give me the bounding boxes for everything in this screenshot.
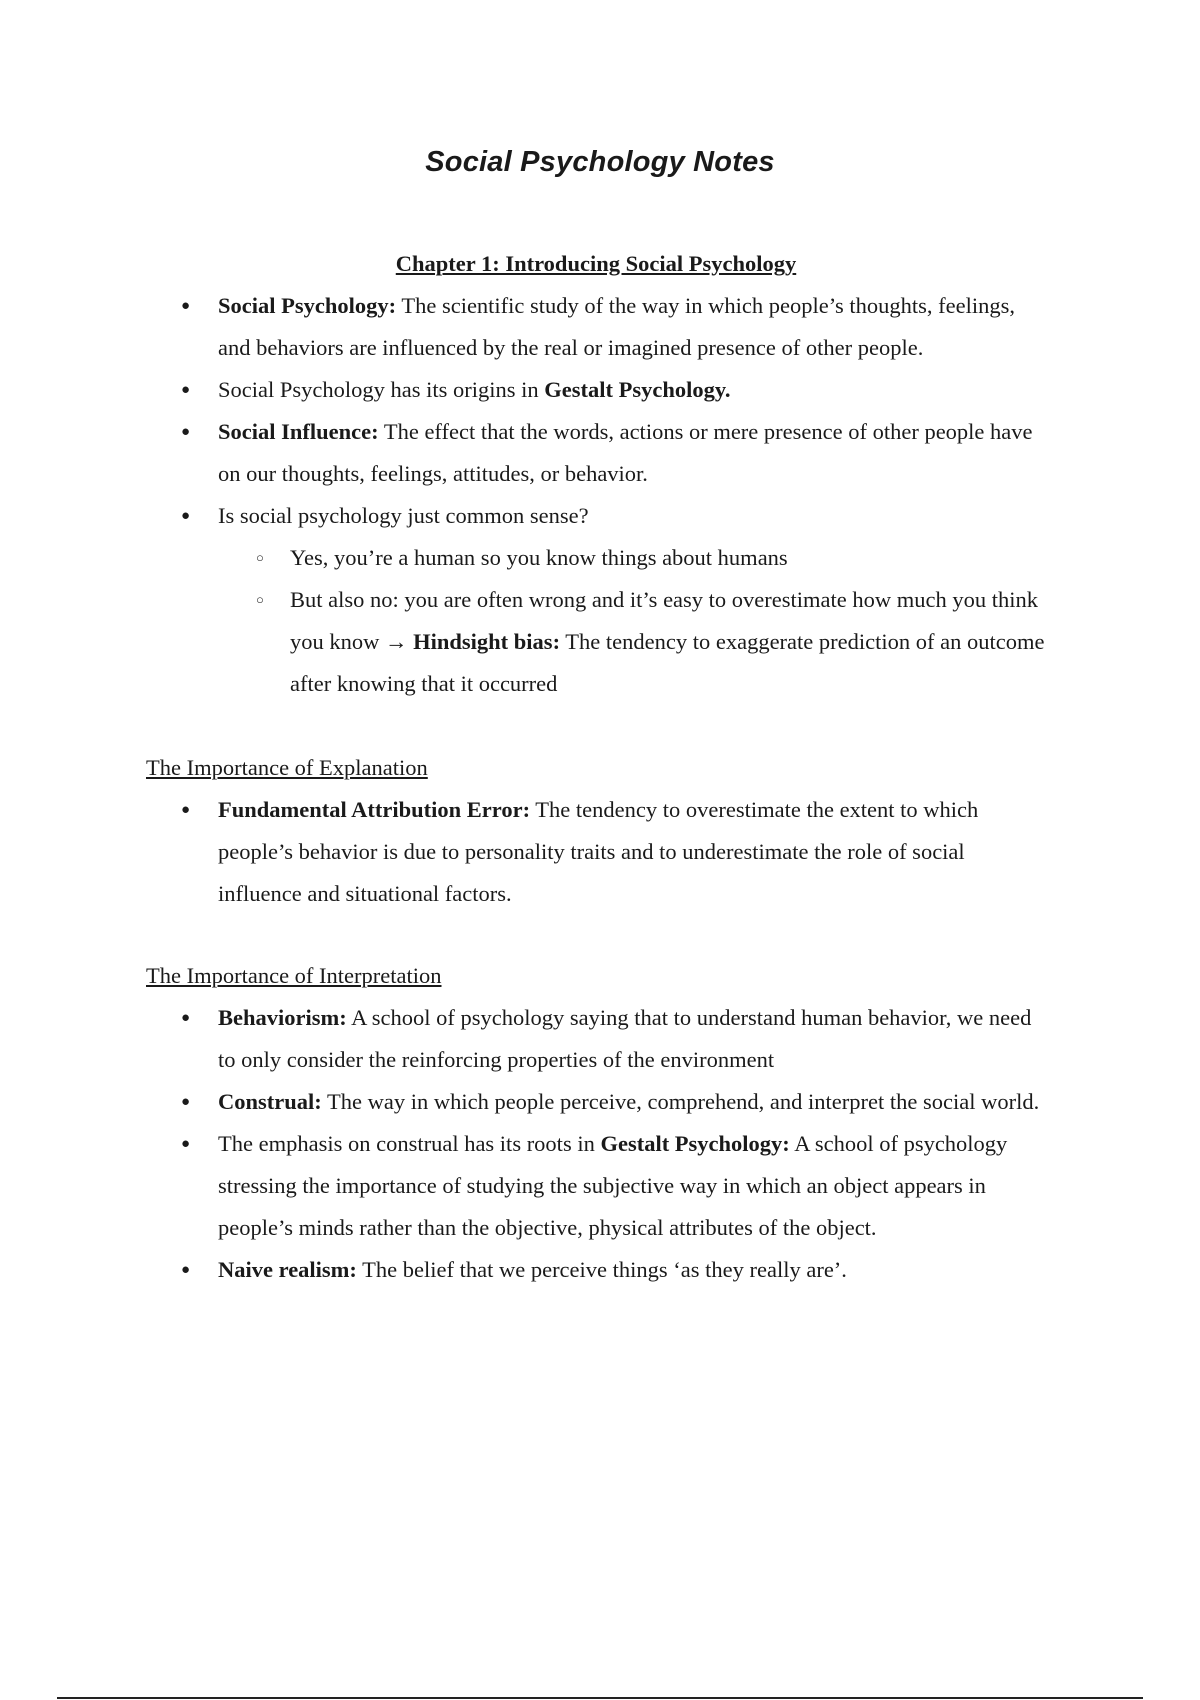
list-item <box>146 997 1046 1081</box>
list-text: Social Psychology has its origins in <box>218 377 545 402</box>
list-text: But also no: you are often wrong and it’s easy to overestimate how much you think you know → <box>290 587 1038 654</box>
list-item <box>146 1123 1046 1249</box>
term: Fundamental Attribution Error: <box>218 797 531 822</box>
term: Construal: <box>218 1089 322 1114</box>
term: Hindsight bias: <box>413 629 561 654</box>
definition: A school of psychology saying that to understand human behavior, we need to only consider the reinforcing properties of the environment <box>218 1005 1032 1072</box>
list-item <box>146 495 1046 705</box>
spacer <box>146 915 1046 955</box>
list-text: The emphasis on construal has its roots in <box>218 1131 601 1156</box>
sub-list-item <box>218 537 1046 579</box>
definition: The tendency to overestimate the extent to which people’s behavior is due to personality traits and to underestimate the role of social influence and situational factors. <box>218 797 979 906</box>
page-title: Social Psychology Notes <box>425 146 775 178</box>
list-item <box>146 1249 1046 1291</box>
term: Naive realism: <box>218 1257 357 1282</box>
term: Gestalt Psychology: <box>600 1131 790 1156</box>
sub-list-item <box>218 579 1046 705</box>
list-text: Is social psychology just common sense? <box>218 503 589 528</box>
section-heading-explanation: The Importance of Explanation <box>146 755 428 780</box>
definition: The belief that we perceive things ‘as they really are’. <box>356 1257 847 1282</box>
definition: The way in which people perceive, comprehend, and interpret the social world. <box>321 1089 1040 1114</box>
definition: The effect that the words, actions or mere presence of other people have on our thoughts, feelings, attitudes, or behavior. <box>218 419 1033 486</box>
definition: The tendency to exaggerate prediction of an outcome after knowing that it occurred <box>290 629 1045 696</box>
term: Social Psychology: <box>218 293 397 318</box>
term: Behaviorism: <box>218 1005 347 1030</box>
list-item <box>146 411 1046 495</box>
list-item <box>146 285 1046 369</box>
sub-bullet-list <box>218 537 1046 705</box>
section-heading-interpretation: The Importance of Interpretation <box>146 963 442 988</box>
interpretation-bullet-list <box>146 997 1046 1291</box>
chapter-heading: Chapter 1: Introducing Social Psychology <box>395 251 797 276</box>
list-item <box>146 1081 1046 1123</box>
page-bottom-rule <box>57 1697 1143 1699</box>
term: Social Influence: <box>218 419 379 444</box>
list-item <box>146 369 1046 411</box>
term: Gestalt Psychology. <box>544 377 731 402</box>
list-text: Yes, you’re a human so you know things about humans <box>290 545 788 570</box>
definition: The scientific study of the way in which people’s thoughts, feelings, and behaviors are influenced by the real or imagined presence of other people. <box>218 293 1015 360</box>
spacer <box>146 705 1046 747</box>
definition: A school of psychology stressing the importance of studying the subjective way in which an object appears in people’s minds rather than the objective, physical attributes of the object. <box>218 1131 1008 1240</box>
chapter-bullet-list <box>146 285 1046 705</box>
explanation-bullet-list <box>146 789 1046 915</box>
notes-content <box>146 243 1046 1291</box>
list-item <box>146 789 1046 915</box>
